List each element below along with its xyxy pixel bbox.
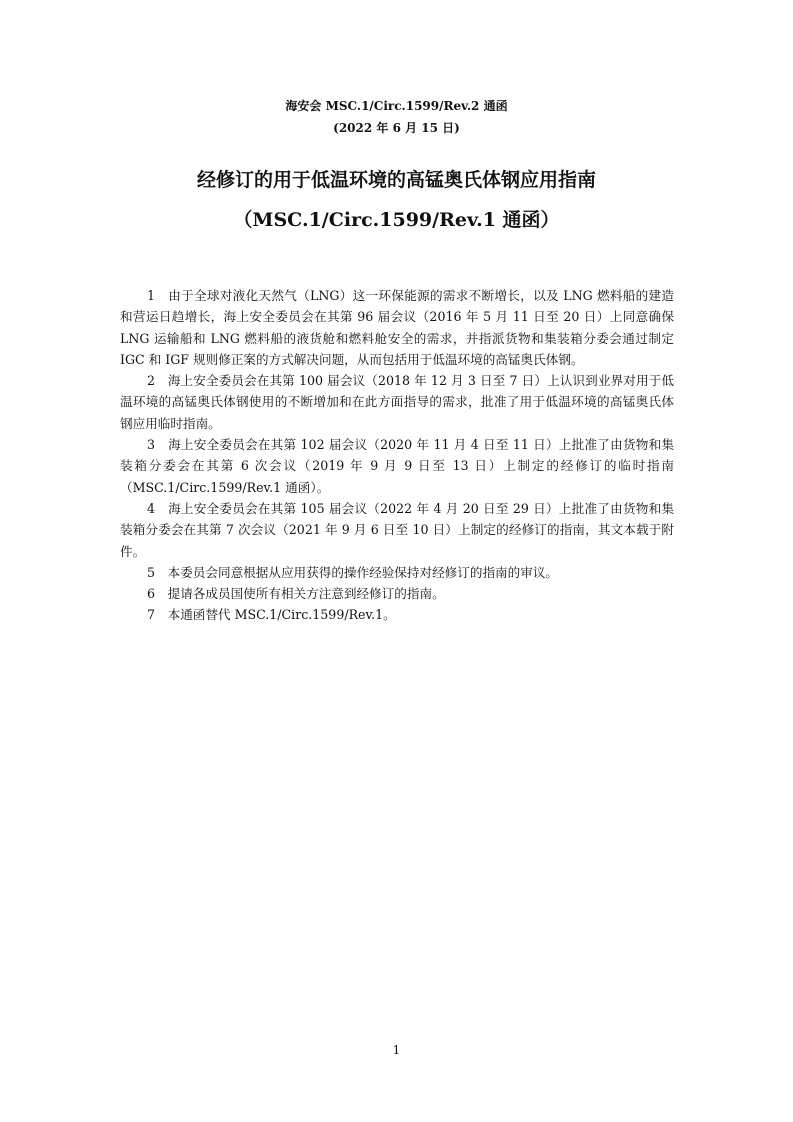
paragraph-7: 7 本通函替代 MSC.1/Circ.1599/Rev.1。 [147,607,396,623]
paragraph-2: 2 海上安全委员会在其第 100 届会议（2018 年 12 月 3 日至 7 日）上认识到业界对用于低温环境的高锰奥氏体钢使用的不断增加和在此方面指导的需求，批准了用于低温环境的高锰奥氏体钢应用临时指南。 [120,373,674,431]
paragraph-1: 1 由于全球对液化天然气（LNG）这一环保能源的需求不断增长，以及 LNG 燃料船的建造和营运日趋增长，海上安全委员会在其第 96 届会议（2016 年 5 月 11 日至 20 日）上同意确保 LNG 运输船和 LNG 燃料船的液货舱和燃料舱安全的需求，并指派货物和集装箱分委会通过制定 IGC 和 IGF 规则修正案的方式解决问题，从而包括用于低温环境的高锰奥氏体钢。 [120,288,674,367]
paragraph-6: 6 提请各成员国使所有相关方注意到经修订的指南。 [147,586,445,602]
document-body [120,285,674,626]
paragraph-5: 5 本委员会同意根据从应用获得的操作经验保持对经修订的指南的审议。 [147,564,559,580]
document-subtitle: （MSC.1/Circ.1599/Rev.1 通函） [233,209,560,231]
document-title: 经修订的用于低温环境的高锰奥氏体钢应用指南 [196,169,596,191]
page-number: 1 [392,1043,401,1057]
circular-reference: 海安会 MSC.1/Circ.1599/Rev.2 通函 [285,99,508,113]
paragraph-4: 4 海上安全委员会在其第 105 届会议（2022 年 4 月 20 日至 29 日）上批准了由货物和集装箱分委会在其第 7 次会议（2021 年 9 月 6 日至 10 日）上制定的经修订的指南，其文本载于附件。 [120,500,674,559]
circular-date: (2022 年 6 月 15 日) [333,121,460,135]
paragraph-3: 3 海上安全委员会在其第 102 届会议（2020 年 11 月 4 日至 11 日）上批准了由货物和集装箱分委会在其第 6 次会议（2019 年 9 月 9 日至 13 日）上制定的经修订的临时指南（MSC.1/Circ.1599/Rev.1 通函）。 [120,437,674,495]
